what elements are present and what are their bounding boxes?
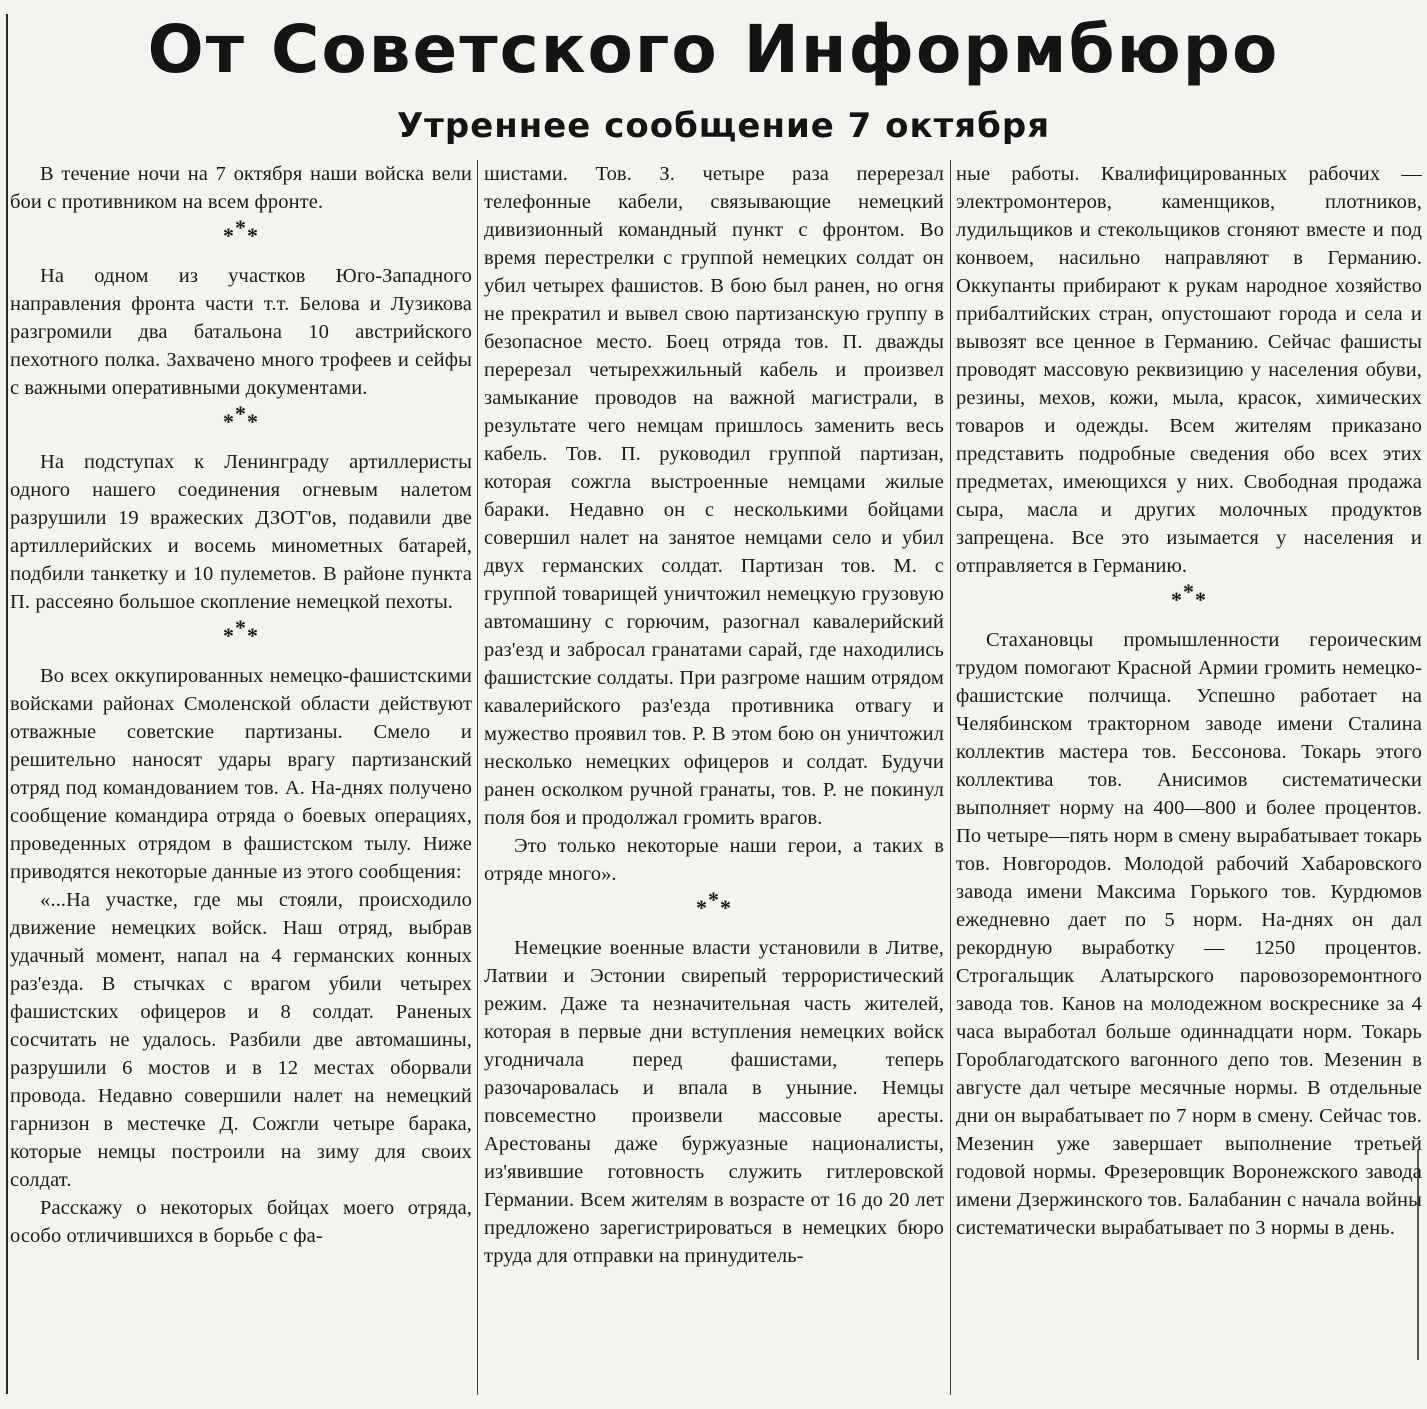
article-paragraph: В течение ночи на 7 октября наши войска вели бои с противником на всем фронте. [10, 163, 472, 213]
article-column-2 [484, 160, 944, 1270]
article-paragraph: Стахановцы промышленности героическим трудом помогают Красной Армии громить немецко-фашистские полчища. Успешно работает на Челябинском тракторном заводе имени Сталина коллектив мастера тов. Бессонова. Токарь этого коллектива тов. Анисимов систематически выполняет норму на 400—800 и более процентов. По четыре—пять норм в смену вырабатывает токарь тов. Новгородов. Молодой рабочий Хабаровского завода имени Максима Горького тов. Курдюмов ежедневно дает по 5 норм. На-днях он дал рекордную выработку — 1250 процентов. Строгальщик Алатырского паровозоремонтного завода тов. Канов на молодежном воскреснике за 4 часа выработал больше одиннадцати норм. Токарь Гороблагодатского вагонного депо тов. Мезенин в августе дал четыре месячные нормы. В отдельные дни он вырабатывает по 7 норм в смену. Сейчас тов. Мезенин уже завершает выполнение третьей годовой нормы. Фрезеровщик Воронежского завода имени Дзержинского тов. Балабанин с начала войны систематически вырабатывает по 3 нормы в день. [956, 629, 1422, 1239]
article-paragraph: Во всех оккупированных немецко-фашистскими войсками районах Смоленской области действуют отважные советские партизаны. Смело и решительно наносят удары врагу партизанский отряд под командованием тов. А. На-днях получено сообщение командира отряда о боевых операциях, проведенных отрядом в фашистском тылу. Ниже приводятся некоторые данные из этого сообщения: [10, 665, 472, 883]
article-paragraph: шистами. Тов. З. четыре раза перерезал телефонные кабели, связывающие немецкий дивизионный командный пункт с фронтом. Во время перестрелки с группой немецких солдат он убил четырех фашистов. В бою был ранен, но огня не прекратил и вывел свою партизанскую группу в безопасное место. Боец отряда тов. П. дважды перерезал четырехжильный кабель и произвел замыкание проводов на важной магистрали, в результате чего немцам пришлось заменить весь кабель. Тов. П. руководил группой партизан, которая сожгла выстроенные немцами жилые бараки. Недавно он с несколькими бойцами совершил налет на занятое немцами село и убил двух германских солдат. Партизан тов. М. с группой товарищей уничтожил немецкую грузовую автомашину с горючим, разогнал кавалерийский раз'езд и забросал гранатами сарай, где находились фашистские солдаты. При разгроме нашим отрядом кавалерийского раз'езда противника отвагу и мужество проявил тов. Р. В этом бою он уничтожил несколько немецких офицеров и солдат. Будучи ранен осколком ручной гранаты, тов. Р. не покинул поля боя и продолжал громить врагов. [484, 163, 944, 829]
column-divider [477, 160, 478, 1395]
article-paragraph: Немецкие военные власти установили в Литве, Латвии и Эстонии свирепый террористический режим. Даже та незначительная часть жителей, которая в первые дни вступления немецких войск угодничала перед фашистами, теперь разочаровалась и впала в уныние. Немцы повсеместно произвели массовые аресты. Арестованы даже буржуазные националисты, из'явившие готовность служить гитлеровской Германии. Всем жителям в возрасте от 16 до 20 лет предложено зарегистрироваться в немецких бюро труда для отправки на принудитель- [484, 937, 944, 1267]
section-separator: *** [1171, 579, 1207, 612]
article-paragraph: На одном из участков Юго-Западного направления фронта части т.т. Белова и Лузикова разгромили два батальона 10 австрийского пехотного полка. Захвачено много трофеев и сейфы с важными оперативными документами. [10, 265, 472, 399]
section-separator: *** [223, 401, 259, 434]
section-separator: *** [223, 215, 259, 248]
article-paragraph: На подступах к Ленинграду артиллеристы одного нашего соединения огневым налетом разрушили 19 вражеских ДЗОТ'ов, подавили две артиллерийских и восемь минометных батарей, подбили танкетку и 10 пулеметов. В районе пункта П. рассеяно большое скопление немецкой пехоты. [10, 451, 472, 613]
article-paragraph: ные работы. Квалифицированных рабочих — электромонтеров, каменщиков, плотников, лудильщиков и стекольщиков сгоняют вместе и под конвоем, насильно направляют в Германию. Оккупанты прибирают к рукам народное хозяйство прибалтийских стран, опустошают города и села и вывозят все ценное в Германию. Сейчас фашисты проводят массовую реквизицию у населения обуви, резины, мехов, кожи, мыла, красок, химических товаров и одежды. Всем жителям приказано представить подробные сведения обо всех этих предметах, имеющихся у них. Свободная продажа сыра, масла и других молочных продуктов запрещена. Все это изымается у населения и отправляется в Германию. [956, 163, 1422, 577]
left-border-rule [6, 14, 8, 1394]
article-column-1 [10, 160, 472, 1250]
report-subheading: Утреннее сообщение 7 октября [396, 106, 1051, 146]
section-separator: *** [696, 887, 732, 920]
column-divider [950, 160, 951, 1395]
article-paragraph: Расскажу о некоторых бойцах моего отряда, особо отличившихся в борьбе с фа- [10, 1197, 472, 1247]
article-paragraph: Это только некоторые наши герои, а таких в отряде много». [484, 835, 944, 885]
article-column-3 [956, 160, 1422, 1242]
article-paragraph: «...На участке, где мы стояли, происходило движение немецких войск. Наш отряд, выбрав удачный момент, напал на 4 германских конных раз'езда. В стычках с врагом убили четырех фашистских офицеров и 8 солдат. Раненых сосчитать не удалось. Разбили две автомашины, разрушили 6 мостов и в 12 местах оборвали провода. Недавно совершили налет на немецкий гарнизон в местечке Д. Сожгли четыре барака, которые немцы построили на зиму для своих солдат. [10, 889, 472, 1191]
section-separator: *** [223, 615, 259, 648]
page-headline: От Советского Информбюро [147, 11, 1280, 88]
